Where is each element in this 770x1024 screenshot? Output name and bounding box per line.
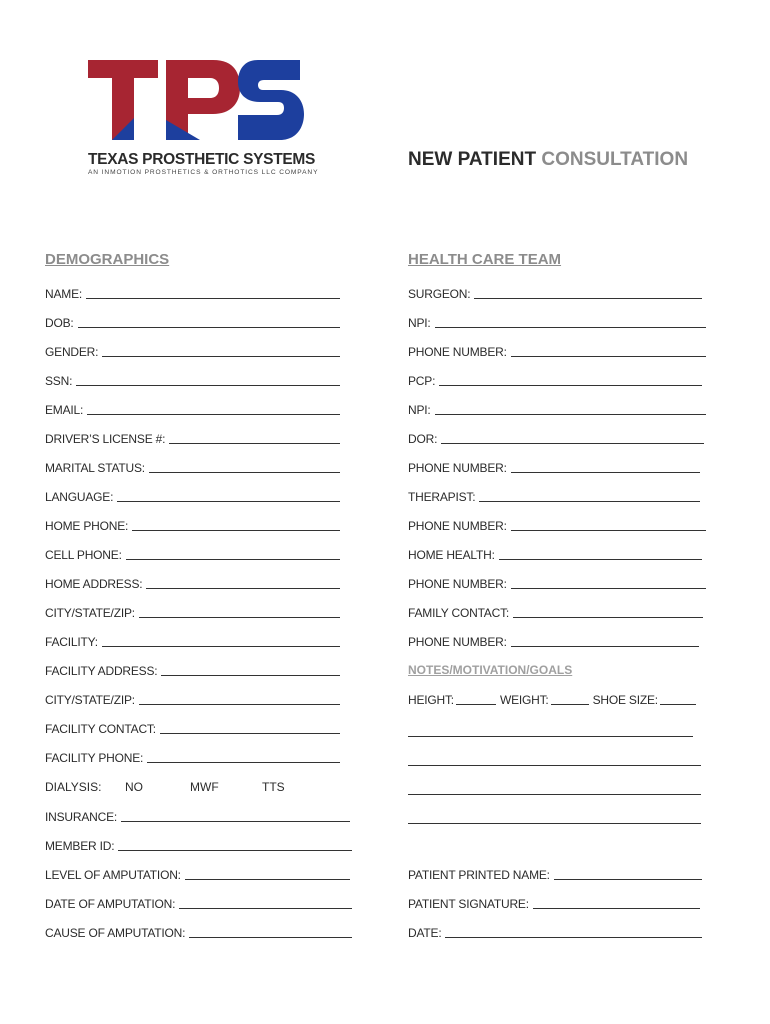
field-label: HOME PHONE:	[45, 519, 129, 533]
date-of-amputation-field[interactable]	[45, 893, 352, 911]
field-label: SSN:	[45, 374, 73, 388]
dialysis-option-no[interactable]: NO	[125, 780, 143, 794]
field-line	[118, 838, 352, 851]
dialysis-option-tts[interactable]: TTS	[262, 780, 285, 794]
notes-line[interactable]	[408, 822, 701, 824]
field-label: PATIENT SIGNATURE:	[408, 897, 529, 911]
field-label: PHONE NUMBER:	[408, 461, 507, 475]
field-line	[441, 431, 704, 444]
ssn-field[interactable]	[45, 370, 340, 388]
facility-address-field[interactable]	[45, 660, 340, 678]
field-line	[149, 460, 340, 473]
field-line	[76, 373, 340, 386]
marital-status-field[interactable]	[45, 457, 340, 475]
field-label: PCP:	[408, 374, 436, 388]
field-line	[102, 344, 340, 357]
field-line	[435, 402, 706, 415]
field-label: HOME ADDRESS:	[45, 577, 143, 591]
surgeon-field[interactable]	[408, 283, 702, 301]
home-phone-field[interactable]	[45, 515, 340, 533]
field-label: PHONE NUMBER:	[408, 635, 507, 649]
facility-contact-field[interactable]	[45, 718, 340, 736]
drivers-license-field[interactable]	[45, 428, 340, 446]
field-line	[479, 489, 700, 502]
demographics-heading: DEMOGRAPHICS	[45, 251, 170, 268]
field-line	[511, 344, 706, 357]
field-label: CELL PHONE:	[45, 548, 122, 562]
field-line	[533, 896, 700, 909]
logo-tagline: AN INMOTION PROSTHETICS & ORTHOTICS LLC COMPANY	[88, 169, 319, 176]
tps-logo-mark	[88, 58, 308, 146]
field-line	[189, 925, 352, 938]
field-line	[126, 547, 340, 560]
field-line	[87, 402, 340, 415]
title-part-2: CONSULTATION	[541, 149, 689, 170]
field-label: DATE OF AMPUTATION:	[45, 897, 176, 911]
field-line	[102, 634, 340, 647]
field-line	[179, 896, 352, 909]
field-label: DOB:	[45, 316, 74, 330]
field-label: FAMILY CONTACT:	[408, 606, 510, 620]
patient-printed-name-field[interactable]	[408, 864, 702, 882]
field-label: EMAIL:	[45, 403, 84, 417]
field-label: FACILITY CONTACT:	[45, 722, 156, 736]
field-label: LEVEL OF AMPUTATION:	[45, 868, 181, 882]
field-label: CITY/STATE/ZIP:	[45, 693, 135, 707]
field-label: GENDER:	[45, 345, 99, 359]
field-line	[86, 286, 340, 299]
dialysis-option-mwf[interactable]: MWF	[190, 780, 219, 794]
field-line	[445, 925, 702, 938]
field-label: PHONE NUMBER:	[408, 345, 507, 359]
weight-line[interactable]	[551, 692, 589, 705]
field-label: DATE:	[408, 926, 442, 940]
field-label: FACILITY:	[45, 635, 98, 649]
shoe-size-line[interactable]	[660, 692, 696, 705]
home-health-phone-field[interactable]	[408, 573, 706, 591]
insurance-field[interactable]	[45, 806, 350, 824]
field-line	[511, 576, 706, 589]
field-label: THERAPIST:	[408, 490, 476, 504]
field-line	[185, 867, 350, 880]
patient-signature-field[interactable]	[408, 893, 700, 911]
pcp-field[interactable]	[408, 370, 702, 388]
field-label: HOME HEALTH:	[408, 548, 495, 562]
email-field[interactable]	[45, 399, 340, 417]
home-address-field[interactable]	[45, 573, 340, 591]
field-line	[511, 518, 706, 531]
surgeon-phone-field[interactable]	[408, 341, 706, 359]
gender-field[interactable]	[45, 341, 340, 359]
facility-city-state-zip-field[interactable]	[45, 689, 340, 707]
notes-heading: NOTES/MOTIVATION/GOALS	[408, 663, 573, 677]
logo-company-name: TEXAS PROSTHETIC SYSTEMS	[88, 151, 316, 168]
field-line	[439, 373, 702, 386]
field-label: CITY/STATE/ZIP:	[45, 606, 135, 620]
pcp-npi-field[interactable]	[408, 399, 706, 417]
cell-phone-field[interactable]	[45, 544, 340, 562]
notes-line[interactable]	[408, 735, 693, 737]
home-health-field[interactable]	[408, 544, 702, 562]
field-label: DOR:	[408, 432, 438, 446]
tps-logo	[88, 58, 318, 178]
field-label: MEMBER ID:	[45, 839, 115, 853]
dor-field[interactable]	[408, 428, 704, 446]
field-line	[554, 867, 702, 880]
page-title	[408, 149, 688, 171]
field-label: NPI:	[408, 403, 431, 417]
therapist-field[interactable]	[408, 486, 700, 504]
field-line	[511, 634, 699, 647]
level-of-amputation-field[interactable]	[45, 864, 350, 882]
field-line	[169, 431, 340, 444]
notes-line[interactable]	[408, 793, 701, 795]
field-line	[117, 489, 340, 502]
height-weight-shoe-row	[408, 692, 704, 707]
family-contact-field[interactable]	[408, 602, 703, 620]
field-label: SURGEON:	[408, 287, 471, 301]
height-label: HEIGHT:	[408, 693, 454, 707]
dialysis-label: DIALYSIS:	[45, 780, 102, 794]
health-care-team-heading: HEALTH CARE TEAM	[408, 251, 562, 268]
language-field[interactable]	[45, 486, 340, 504]
field-label: PHONE NUMBER:	[408, 519, 507, 533]
field-line	[139, 692, 340, 705]
field-line	[78, 315, 340, 328]
dob-field[interactable]	[45, 312, 340, 330]
facility-field[interactable]	[45, 631, 340, 649]
field-line	[511, 460, 700, 473]
field-label: LANGUAGE:	[45, 490, 114, 504]
height-line[interactable]	[456, 692, 496, 705]
field-line	[146, 576, 340, 589]
field-label: NPI:	[408, 316, 431, 330]
member-id-field[interactable]	[45, 835, 352, 853]
field-label: FACILITY PHONE:	[45, 751, 144, 765]
notes-line[interactable]	[408, 764, 701, 766]
cause-of-amputation-field[interactable]	[45, 922, 352, 940]
surgeon-npi-field[interactable]	[408, 312, 706, 330]
family-contact-phone-field[interactable]	[408, 631, 699, 649]
field-line	[160, 721, 340, 734]
home-city-state-zip-field[interactable]	[45, 602, 340, 620]
field-line	[132, 518, 340, 531]
field-line	[499, 547, 702, 560]
therapist-phone-field[interactable]	[408, 515, 706, 533]
dor-phone-field[interactable]	[408, 457, 700, 475]
field-label: INSURANCE:	[45, 810, 118, 824]
field-label: PHONE NUMBER:	[408, 577, 507, 591]
title-part-1: NEW PATIENT	[408, 149, 537, 170]
field-label: CAUSE OF AMPUTATION:	[45, 926, 186, 940]
field-line	[139, 605, 340, 618]
name-field[interactable]	[45, 283, 340, 301]
field-label: MARITAL STATUS:	[45, 461, 145, 475]
field-line	[513, 605, 703, 618]
field-label: DRIVER’S LICENSE #:	[45, 432, 166, 446]
facility-phone-field[interactable]	[45, 747, 340, 765]
field-label: PATIENT PRINTED NAME:	[408, 868, 550, 882]
field-line	[474, 286, 702, 299]
signature-date-field[interactable]	[408, 922, 702, 940]
field-line	[121, 809, 350, 822]
shoe-size-label: SHOE SIZE:	[592, 693, 658, 707]
field-line	[161, 663, 340, 676]
field-line	[147, 750, 340, 763]
field-label: NAME:	[45, 287, 83, 301]
field-line	[435, 315, 706, 328]
weight-label: WEIGHT:	[499, 693, 549, 707]
field-label: FACILITY ADDRESS:	[45, 664, 158, 678]
